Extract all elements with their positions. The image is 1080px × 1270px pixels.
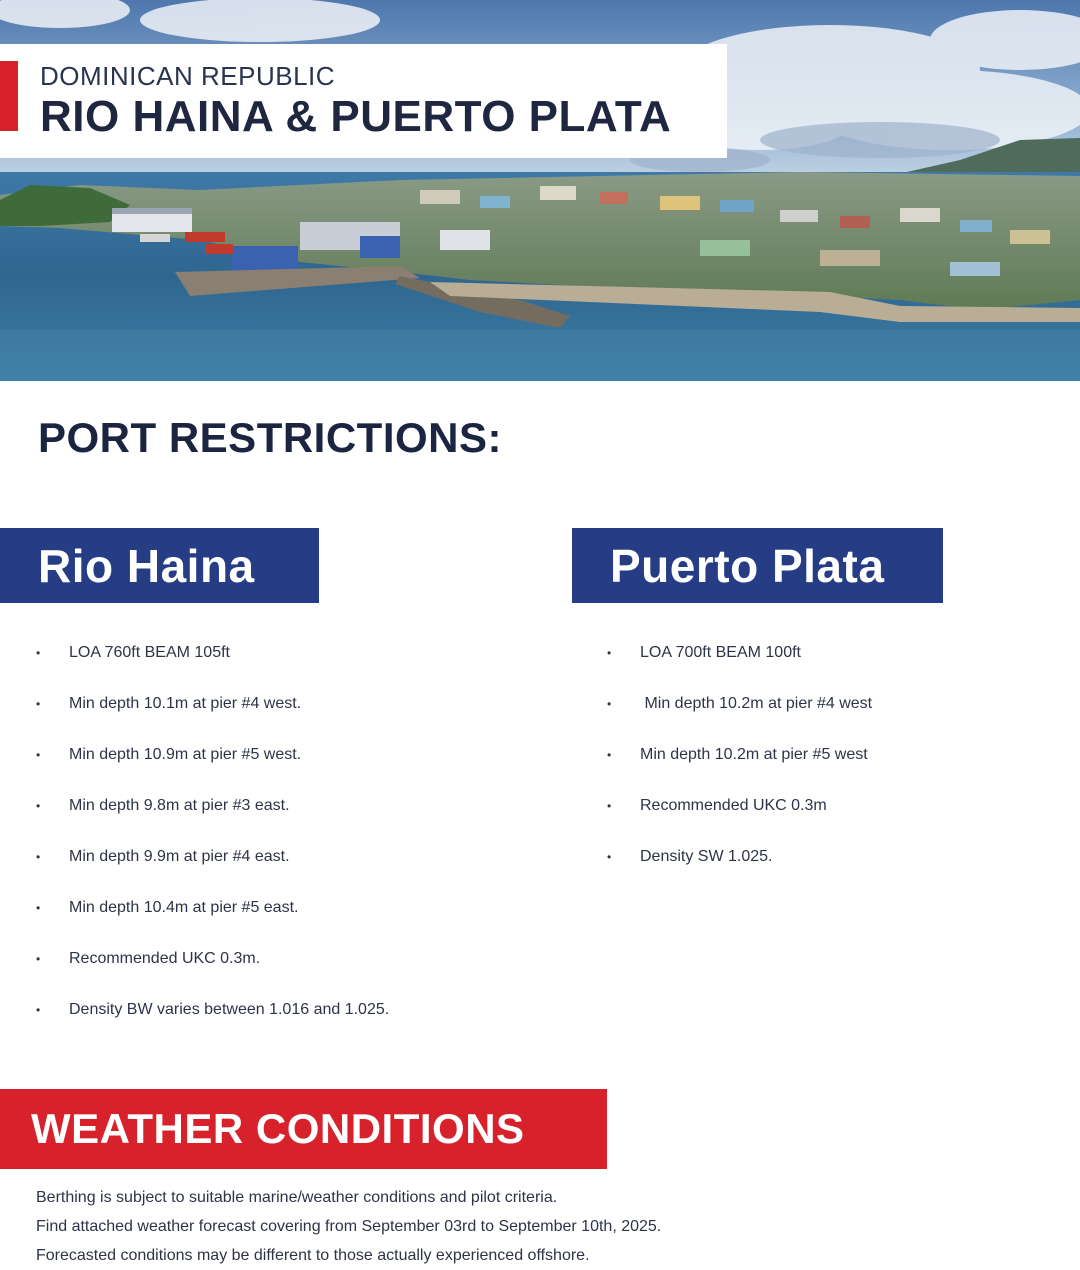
list-item [36,678,389,729]
country-label: DOMINICAN REPUBLIC [40,61,336,91]
weather-line: Find attached weather forecast covering from September 03rd to September 10th, 2025. [36,1218,662,1235]
restriction-text: LOA 700ft BEAM 100ft [640,643,801,661]
weather-line: Forecasted conditions may be different to those actually experienced offshore. [36,1247,590,1264]
restriction-text: Min depth 10.2m at pier #4 west [640,694,873,712]
bullet-icon: • [36,849,41,864]
bullet-icon: • [607,645,612,660]
weather-notes [36,1183,661,1270]
bullet-icon: • [36,798,41,813]
restriction-text: Min depth 10.2m at pier #5 west [640,745,868,763]
restriction-text: Min depth 10.4m at pier #5 east. [69,898,299,916]
list-item [36,933,389,984]
list-item [607,831,872,882]
list-item [607,729,872,780]
bullet-icon: • [607,798,612,813]
bullet-icon: • [36,951,41,966]
bullet-icon: • [607,696,612,711]
restriction-text: Density SW 1.025. [640,847,773,865]
restriction-text: Recommended UKC 0.3m. [69,949,261,967]
list-item [607,678,872,729]
list-item [36,729,389,780]
restriction-text: Density BW varies between 1.016 and 1.025. [69,1000,390,1018]
restriction-text: Min depth 9.9m at pier #4 east. [69,847,290,865]
rio-haina-tag: Rio Haina [0,528,319,603]
list-item [36,780,389,831]
bullet-icon: • [607,747,612,762]
rio-haina-restrictions-list [36,627,389,1035]
restriction-text: Min depth 10.1m at pier #4 west. [69,694,302,712]
port-restrictions-heading: PORT RESTRICTIONS: [38,414,503,461]
hero-port-photo [0,0,1080,381]
title-accent-bar [0,61,18,131]
bullet-icon: • [36,645,41,660]
list-item [607,780,872,831]
page-title: RIO HAINA & PUERTO PLATA [40,92,672,141]
list-item [36,882,389,933]
list-item [36,831,389,882]
bullet-icon: • [36,1002,41,1017]
title-card [0,44,727,158]
weather-line: Berthing is subject to suitable marine/weather conditions and pilot criteria. [36,1189,558,1206]
puerto-plata-tag: Puerto Plata [572,528,943,603]
restriction-text: Recommended UKC 0.3m [640,796,827,814]
list-item [607,627,872,678]
bullet-icon: • [36,696,41,711]
restriction-text: Min depth 9.8m at pier #3 east. [69,796,290,814]
bullet-icon: • [36,747,41,762]
puerto-plata-restrictions-list [607,627,872,882]
weather-conditions-heading: WEATHER CONDITIONS [0,1089,607,1169]
bullet-icon: • [36,900,41,915]
restriction-text: LOA 760ft BEAM 105ft [69,643,230,661]
restriction-text: Min depth 10.9m at pier #5 west. [69,745,302,763]
list-item [36,984,389,1035]
bullet-icon: • [607,849,612,864]
list-item [36,627,389,678]
